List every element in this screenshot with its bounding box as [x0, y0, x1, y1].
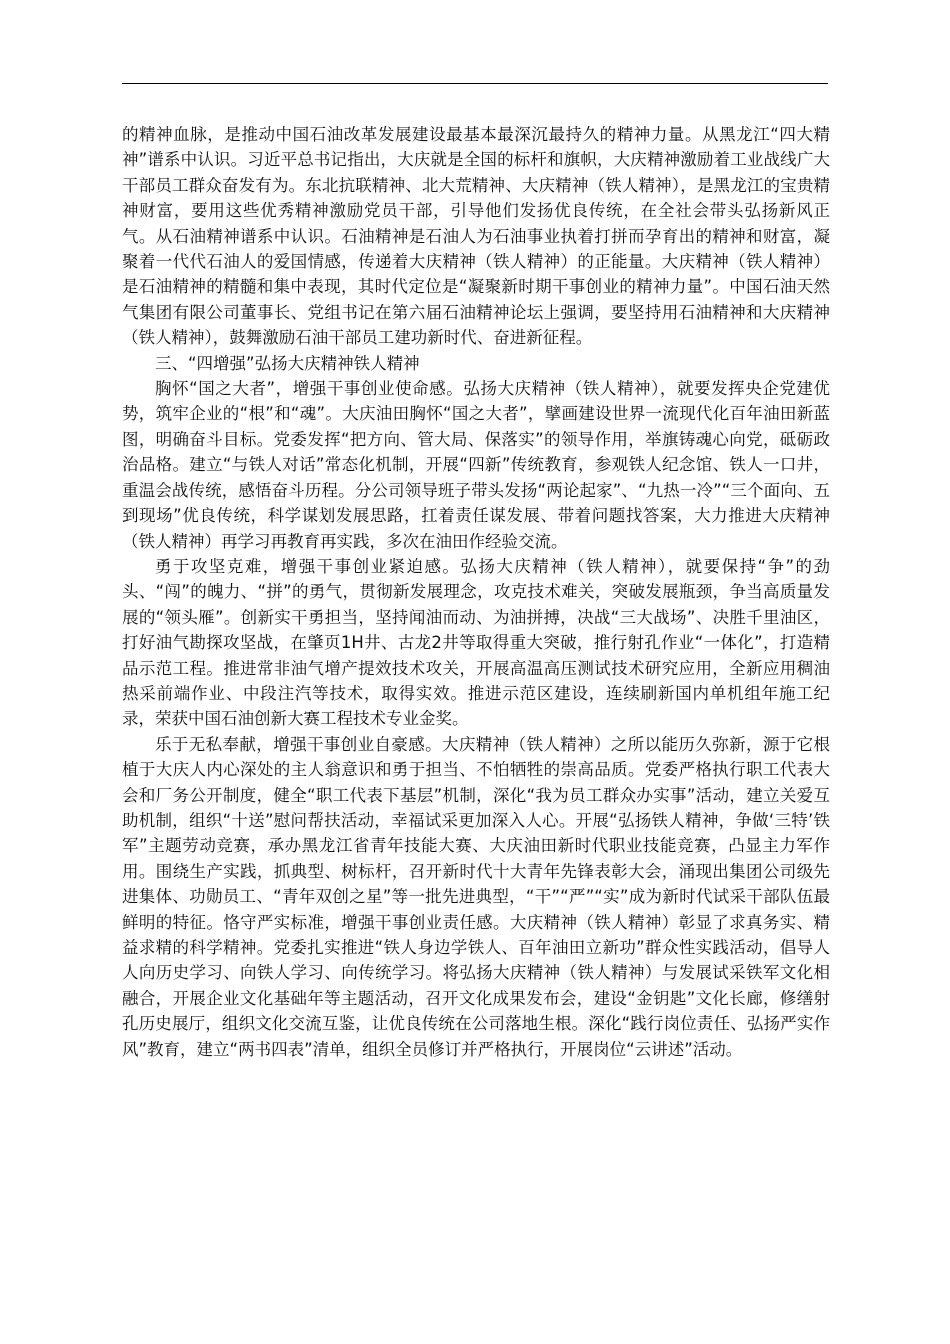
paragraph-pride-responsibility: 乐于无私奉献，增强干事创业自豪感。大庆精神（铁人精神）之所以能历久弥新，源于它根植于大庆人内心深处的主人翁意识和勇于担当、不怕牺牲的崇高品质。党委严格执行职工代表大会和厂务公开制度，健全“职工代表下基层”机制，深化“我为员工群众办实事”活动，建立关爱互助机制，组织“十送”慰问帮扶活动，幸福试采更加深入人心。开展“弘扬铁人精神，争做‘三特’铁军”主题劳动竞赛，承办黑龙江省青年技能大赛、大庆油田新时代职业技能竞赛，凸显主力军作用。围绕生产实践，抓典型、树标杆，召开新时代十大青年先锋表彰大会，涌现出集团公司级先进集体、功勋员工、“青年双创之星”等一批先进典型，“干”“严”“实”成为新时代试采干部队伍最鲜明的特征。恪守严实标准，增强干事创业责任感。大庆精神（铁人精神）彰显了求真务实、精益求精的科学精神。党委扎实推进“铁人身边学铁人、百年油田立新功”群众性实践活动，倡导人人向历史学习、向铁人学习、向传统学习。将弘扬大庆精神（铁人精神）与发展试采铁军文化相融合，开展企业文化基础年等主题活动，召开文化成果发布会，建设“金钥匙”文化长廊，修缮射孔历史展厅，组织文化交流互鉴，让优良传统在公司落地生根。深化“践行岗位责任、弘扬严实作风”教育，建立“两书四表”清单，组织全员修订并严格执行，开展岗位“云讲述”活动。: [122, 734, 830, 1059]
document-body: [122, 122, 830, 1062]
section-heading: 三、“四增强”弘扬大庆精神铁人精神: [155, 353, 420, 373]
header-rule: [122, 83, 828, 84]
paragraph-continuation: 的精神血脉，是推动中国石油改革发展建设最基本最深沉最持久的精神力量。从黑龙江“四大精神”谱系中认识。习近平总书记指出，大庆就是全国的标杆和旗帜，大庆精神激励着工业战线广大干部员工群众奋发有为。东北抗联精神、北大荒精神、大庆精神（铁人精神），是黑龙江的宝贵精神财富，要用这些优秀精神激励党员干部，引导他们发扬优良传统，在全社会带头弘扬新风正气。从石油精神谱系中认识。石油精神是石油人为石油事业执着打拼而孕育出的精神和财富，凝聚着一代代石油人的爱国情感，传递着大庆精神（铁人精神）的正能量。大庆精神（铁人精神）是石油精神的精髓和集中表现，其时代定位是“凝聚新时期干事创业的精神力量”。中国石油天然气集团有限公司董事长、党组书记在第六届石油精神论坛上强调，要坚持用石油精神和大庆精神（铁人精神），鼓舞激励石油干部员工建功新时代、奋进新征程。: [122, 125, 830, 348]
paragraph-mission: 胸怀“国之大者”，增强干事创业使命感。弘扬大庆精神（铁人精神），就要发挥央企党建优势，筑牢企业的“根”和“魂”。大庆油田胸怀“国之大者”，擘画建设世界一流现代化百年油田新蓝图，明确奋斗目标。党委发挥“把方向、管大局、保落实”的领导作用，举旗铸魂心向党，砥砺政治品格。建立“与铁人对话”常态化机制，开展“四新”传统教育，参观铁人纪念馆、铁人一口井，重温会战传统，感悟奋斗历程。分公司领导班子带头发扬“两论起家”、“九热一冷”“三个面向、五到现场”优良传统，科学谋划发展思路，扛着责任谋发展、带着问题找答案，大力推进大庆精神（铁人精神）再学习再教育再实践，多次在油田作经验交流。: [122, 379, 830, 551]
paragraph-urgency: 勇于攻坚克难，增强干事创业紧迫感。弘扬大庆精神（铁人精神），就要保持“争”的劲头、“闯”的魄力、“拼”的勇气，贯彻新发展理念，攻克技术难关，突破发展瓶颈，争当高质量发展的“领头雁”。创新实干勇担当，坚持闻油而动、为油拼搏，决战“三大战场”、决胜千里油区，打好油气勘探攻坚战，在肇页1H井、古龙2井等取得重大突破，推行射孔作业“一体化”，打造精品示范工程。推进常非油气增产提效技术攻关，开展高温高压测试技术研究应用，全新应用稠油热采前端作业、中段注汽等技术，取得实效。推进示范区建设，连续刷新国内单机组年施工纪录，荣获中国石油创新大赛工程技术专业金奖。: [122, 556, 830, 729]
